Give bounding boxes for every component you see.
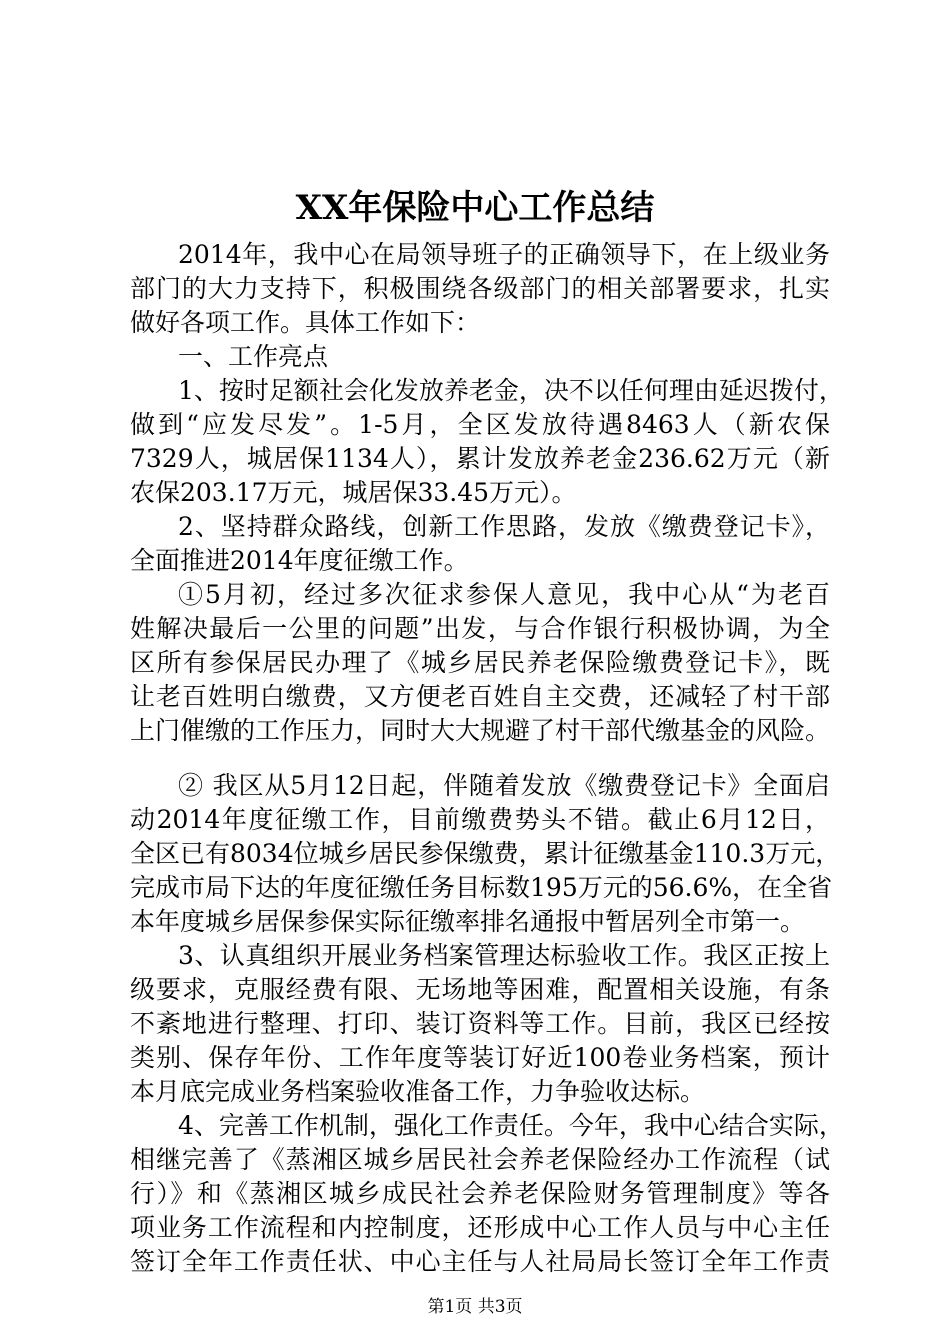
body-line: 1、按时足额社会化发放养老金，决不以任何理由延迟拨付， [178, 376, 844, 405]
body-line: 不紊地进行整理、打印、装订资料等工作。目前，我区已经按 [130, 1009, 830, 1038]
body-line: 签订全年工作责任状、中心主任与人社局局长签订全年工作责 [130, 1247, 830, 1276]
body-line: 本月底完成业务档案验收准备工作，力争验收达标。 [130, 1077, 706, 1106]
body-line: ② 我区从5月12日起，伴随着发放《缴费登记卡》全面启 [178, 771, 830, 800]
body-line: 2014年，我中心在局领导班子的正确领导下，在上级业务 [178, 240, 830, 269]
body-line: 类别、保存年份、工作年度等装订好近100卷业务档案，预计 [130, 1043, 830, 1072]
body-line: 相继完善了《蒸湘区城乡居民社会养老保险经办工作流程（试 [130, 1145, 830, 1174]
body-line: 3、认真组织开展业务档案管理达标验收工作。我区正按上 [178, 941, 830, 970]
body-line: 农保203.17万元，城居保33.45万元）。 [130, 478, 577, 507]
body-line: 4、完善工作机制，强化工作责任。今年，我中心结合实际， [178, 1111, 844, 1140]
body-line: 2、坚持群众路线，创新工作思路，发放《缴费登记卡》， [178, 512, 830, 541]
body-line: 行）》和《蒸湘区城乡成民社会养老保险财务管理制度》等各 [130, 1179, 830, 1208]
body-line: 姓解决最后一公里的问题”出发，与合作银行积极协调，为全 [130, 614, 830, 643]
body-line: 部门的大力支持下，积极围绕各级部门的相关部署要求，扎实 [130, 274, 830, 303]
body-line: 做好各项工作。具体工作如下： [130, 308, 481, 337]
body-line: 全面推进2014年度征缴工作。 [130, 546, 469, 575]
body-line: 动2014年度征缴工作，目前缴费势头不错。截止6月12日， [130, 805, 830, 834]
body-line: ①5月初，经过多次征求参保人意见，我中心从“为老百 [178, 580, 830, 609]
body-line: 级要求，克服经费有限、无场地等困难，配置相关设施，有条 [130, 975, 830, 1004]
section-heading: 一、工作亮点 [178, 342, 329, 371]
body-line: 全区已有8034位城乡居民参保缴费，累计征缴基金110.3万元， [130, 839, 841, 868]
body-line: 区所有参保居民办理了《城乡居民养老保险缴费登记卡》，既 [130, 648, 830, 677]
body-line: 7329人，城居保1134人），累计发放养老金236.62万元（新 [130, 444, 830, 473]
page-footer: 第1页 共3页 [427, 1297, 523, 1317]
body-line: 做到“应发尽发”。1-5月，全区发放待遇8463人（新农保 [130, 410, 830, 439]
body-line: 本年度城乡居保参保实际征缴率排名通报中暂居列全市第一。 [130, 907, 806, 936]
body-line: 让老百姓明白缴费，又方便老百姓自主交费，还减轻了村干部 [130, 682, 830, 711]
body-line: 完成市局下达的年度征缴任务目标数195万元的56.6%，在全省 [130, 873, 833, 902]
body-line: 上门催缴的工作压力，同时大大规避了村干部代缴基金的风险。 [130, 716, 831, 745]
body-line: 项业务工作流程和内控制度，还形成中心工作人员与中心主任 [130, 1213, 830, 1242]
document-title: XX年保险中心工作总结 [295, 188, 655, 228]
